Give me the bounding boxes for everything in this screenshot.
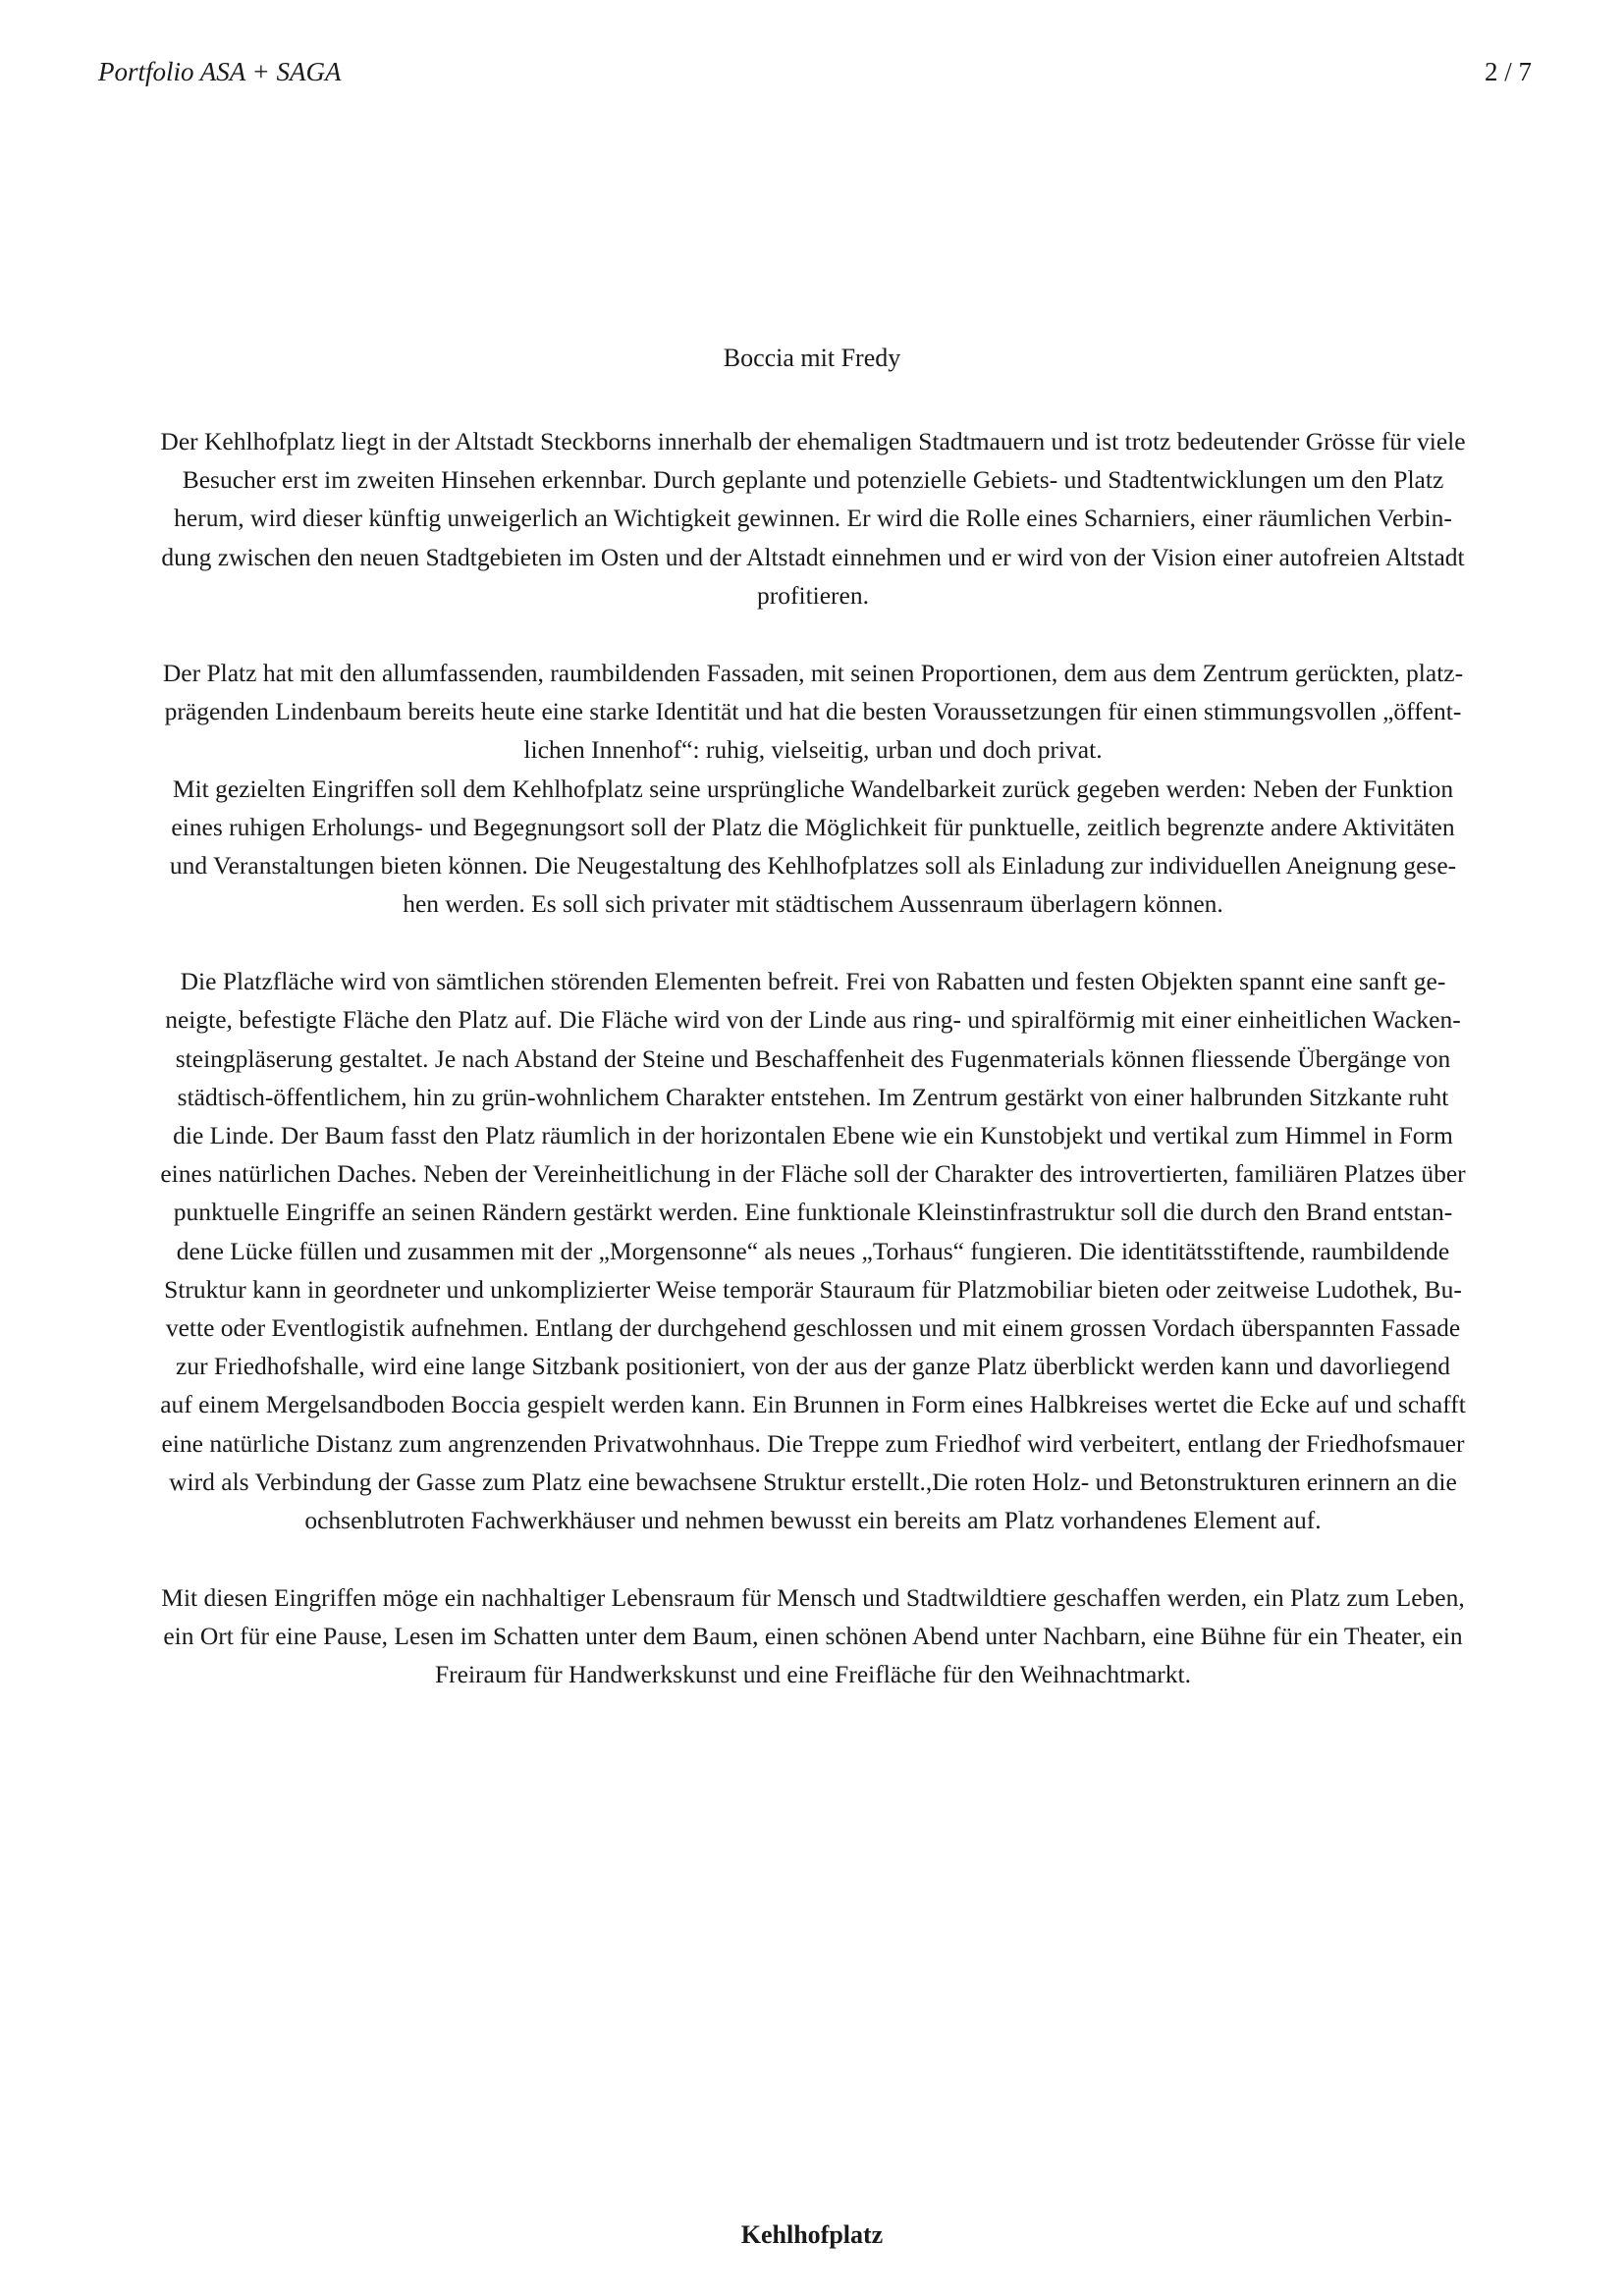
text-line: ein Ort für eine Pause, Lesen im Schatten unter dem Baum, einen schönen Abend unter Nachbarn, eine Bühne für ein Theater, ein xyxy=(163,1622,1463,1651)
text-line: ochsenblutroten Fachwerkhäuser und nehmen bewusst ein bereits am Platz vorhandenes Element auf. xyxy=(304,1505,1322,1534)
footer-caption: Kehlhofplatz xyxy=(740,2220,884,2249)
document-header-title: Portfolio ASA + SAGA xyxy=(98,57,342,86)
document-title: Boccia mit Fredy xyxy=(723,344,901,372)
text-line: profitieren. xyxy=(757,580,869,610)
text-line: Die Platzfläche wird von sämtlichen störenden Elementen befreit. Frei von Rabatten und festen Objekten spannt eine sanft ge- xyxy=(180,967,1446,996)
text-line: vette oder Eventlogistik aufnehmen. Entlang der durchgehend geschlossen und mit einem grossen Vordach überspannten Fassade xyxy=(165,1312,1461,1342)
text-line: Mit diesen Eingriffen möge ein nachhaltiger Lebensraum für Mensch und Stadtwildtiere geschaffen werden, ein Platz zum Leben, xyxy=(161,1583,1465,1613)
paragraph xyxy=(96,962,1530,1539)
text-line: Struktur kann in geordneter und unkomplizierter Weise temporär Stauraum für Platzmobiliar bieten oder zeitweise Ludothek, Bu- xyxy=(164,1274,1462,1304)
text-line: eines ruhigen Erholungs- und Begegnungsort soll der Platz die Möglichkeit für punktuelle, zeitlich begrenzte andere Aktivitäten xyxy=(171,812,1455,841)
text-line: eine natürliche Distanz zum angrenzenden Privatwohnhaus. Die Treppe zum Friedhof wird verbeitert, entlang der Friedhofsmauer xyxy=(161,1428,1465,1458)
text-line: Besucher erst im zweiten Hinsehen erkennbar. Durch geplante und potenzielle Gebiets- und Stadtentwicklungen um den Platz xyxy=(182,465,1444,495)
page-indicator: 2 / 7 xyxy=(1484,57,1532,86)
text-line: und Veranstaltungen bieten können. Die Neugestaltung des Kehlhofplatzes soll als Einladung zur individuellen Aneignung gese- xyxy=(169,850,1457,880)
paragraph-gap xyxy=(96,923,1530,962)
paragraph-gap xyxy=(96,1539,1530,1578)
text-line: Freiraum für Handwerkskunst und eine Freifläche für den Weihnachtmarkt. xyxy=(434,1660,1192,1689)
paragraph xyxy=(96,422,1530,614)
text-line: zur Friedhofshalle, wird eine lange Sitzbank positioniert, von der aus der ganze Platz überblickt werden kann und davorliegend xyxy=(176,1352,1450,1381)
text-line: die Linde. Der Baum fasst den Platz räumlich in der horizontalen Ebene wie ein Kunstobjekt und vertikal zum Himmel in Form xyxy=(173,1121,1453,1149)
document-body xyxy=(96,422,1530,1694)
text-line: eines natürlichen Daches. Neben der Vereinheitlichung in der Fläche soll der Charakter des introvertierten, familiären Platzes über xyxy=(160,1159,1466,1189)
text-line: wird als Verbindung der Gasse zum Platz eine bewachsene Struktur erstellt.,Die roten Holz- und Betonstrukturen erinnern an die xyxy=(169,1467,1457,1496)
paragraph xyxy=(96,1578,1530,1694)
paragraph-gap xyxy=(96,614,1530,654)
text-line: dene Lücke füllen und zusammen mit der „Morgensonne“ als neues „Torhaus“ fungieren. Die identitätsstiftende, raumbildende xyxy=(176,1236,1450,1265)
text-line: auf einem Mergelsandboden Boccia gespielt werden kann. Ein Brunnen in Form eines Halbkreises wertet die Ecke auf und schafft xyxy=(160,1390,1466,1419)
text-line: Mit gezielten Eingriffen soll dem Kehlhofplatz seine ursprüngliche Wandelbarkeit zurück gegeben werden: Neben der Funktion xyxy=(172,774,1454,803)
text-line: Der Kehlhofplatz liegt in der Altstadt Steckborns innerhalb der ehemaligen Stadtmauern und ist trotz bedeutender Grösse für viele xyxy=(160,427,1466,455)
text-line: Der Platz hat mit den allumfassenden, raumbildenden Fassaden, mit seinen Proportionen, dem aus dem Zentrum gerückten, platz- xyxy=(162,658,1464,687)
text-line: städtisch-öffentlichem, hin zu grün-wohnlichem Charakter entstehen. Im Zentrum gestärkt von einer halbrunden Sitzkante ruht xyxy=(177,1082,1449,1111)
paragraph xyxy=(96,654,1530,923)
text-line: steingpläserung gestaltet. Je nach Abstand der Steine und Beschaffenheit des Fugenmaterials können fliessende Übergänge von xyxy=(175,1043,1451,1073)
text-line: herum, wird dieser künftig unweigerlich an Wichtigkeit gewinnen. Er wird die Rolle eines Scharniers, einer räumlichen Verbin- xyxy=(174,504,1452,533)
text-line: hen werden. Es soll sich privater mit städtischem Aussenraum überlagern können. xyxy=(403,889,1223,919)
text-line: prägenden Lindenbaum bereits heute eine starke Identität und hat die besten Voraussetzungen für einen stimmungsvollen „öffent- xyxy=(164,697,1462,726)
text-line: punktuelle Eingriffe an seinen Rändern gestärkt werden. Eine funktionale Kleinstinfrastruktur soll die durch den Brand entstan- xyxy=(173,1198,1453,1227)
text-line: neigte, befestigte Fläche den Platz auf. Die Fläche wird von der Linde aus ring- und spiralförmig mit einer einheitlichen Wacken- xyxy=(165,1005,1461,1035)
text-line: dung zwischen den neuen Stadtgebieten im Osten und der Altstadt einnehmen und er wird von der Vision einer autofreien Altstadt xyxy=(161,542,1465,571)
text-line: lichen Innenhof“: ruhig, vielseitig, urban und doch privat. xyxy=(523,735,1103,765)
